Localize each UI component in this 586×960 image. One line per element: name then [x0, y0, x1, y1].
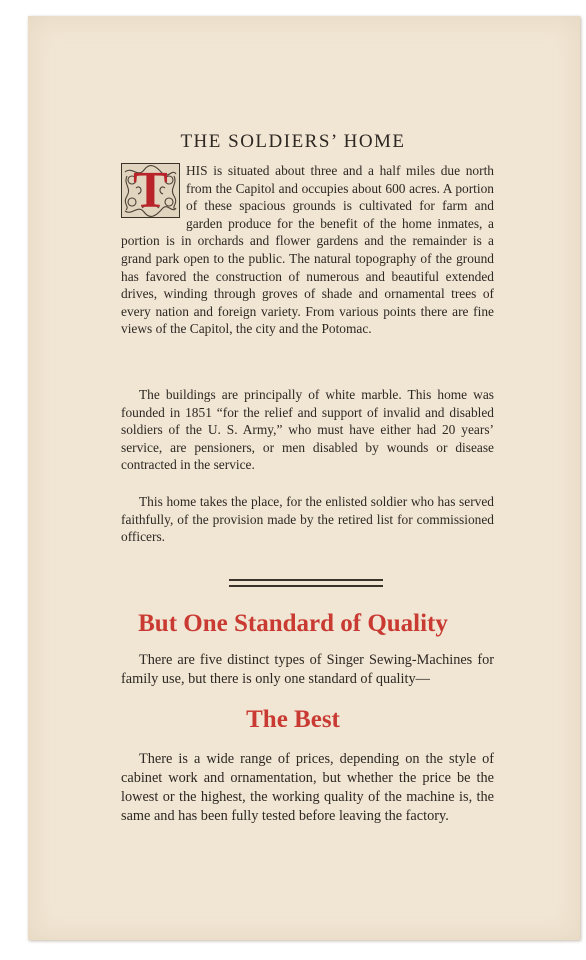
copy-paragraph-1: There are five distinct types of Singer Sewing-Machines for family use, but there is only one standard of quality—	[121, 652, 494, 687]
headline-standard-of-quality: But One Standard of Quality	[138, 610, 448, 637]
divider-rule-top	[229, 579, 383, 581]
section-title: THE SOLDIERS’ HOME	[180, 131, 406, 152]
ornamental-drop-cap-icon: T	[121, 163, 180, 218]
subheadline-the-best: The Best	[246, 706, 340, 733]
paragraph-1-text: HIS is situated about three and a half miles due north from the Capitol and occupies about 600 acres. A portion of these spacious grounds is cultivated for farm and garden produce for the benefit of the home inmates, a portion is in orchards and flower gardens and the remainder is a grand park open to the public. The natural topography of the ground has favored the construction of numerous and beautiful extended drives, winding through groves of shade and ornamental trees of every nation and foreign variety. From various points there are fine views of the Capitol, the city and the Potomac.	[121, 163, 494, 337]
paragraph-3: This home takes the place, for the enlisted soldier who has served faithfully, of the provision made by the retired list for commissioned officers.	[121, 494, 494, 545]
paragraph-2: The buildings are principally of white marble. This home was founded in 1851 “for the relief and support of invalid and disabled soldiers of the U. S. Army,” who must have either had 20 years’ service, are pensioners, or men disabled by wounds or disease contracted in the service.	[121, 387, 494, 473]
divider-rule-bottom	[229, 585, 383, 587]
copy-paragraph-2: There is a wide range of prices, depending on the style of cabinet work and ornamentation, but whether the price be the lowest or the highest, the working quality of the machine is, the same and has been fully tested before leaving the factory.	[121, 751, 494, 824]
paragraph-1	[121, 162, 494, 338]
